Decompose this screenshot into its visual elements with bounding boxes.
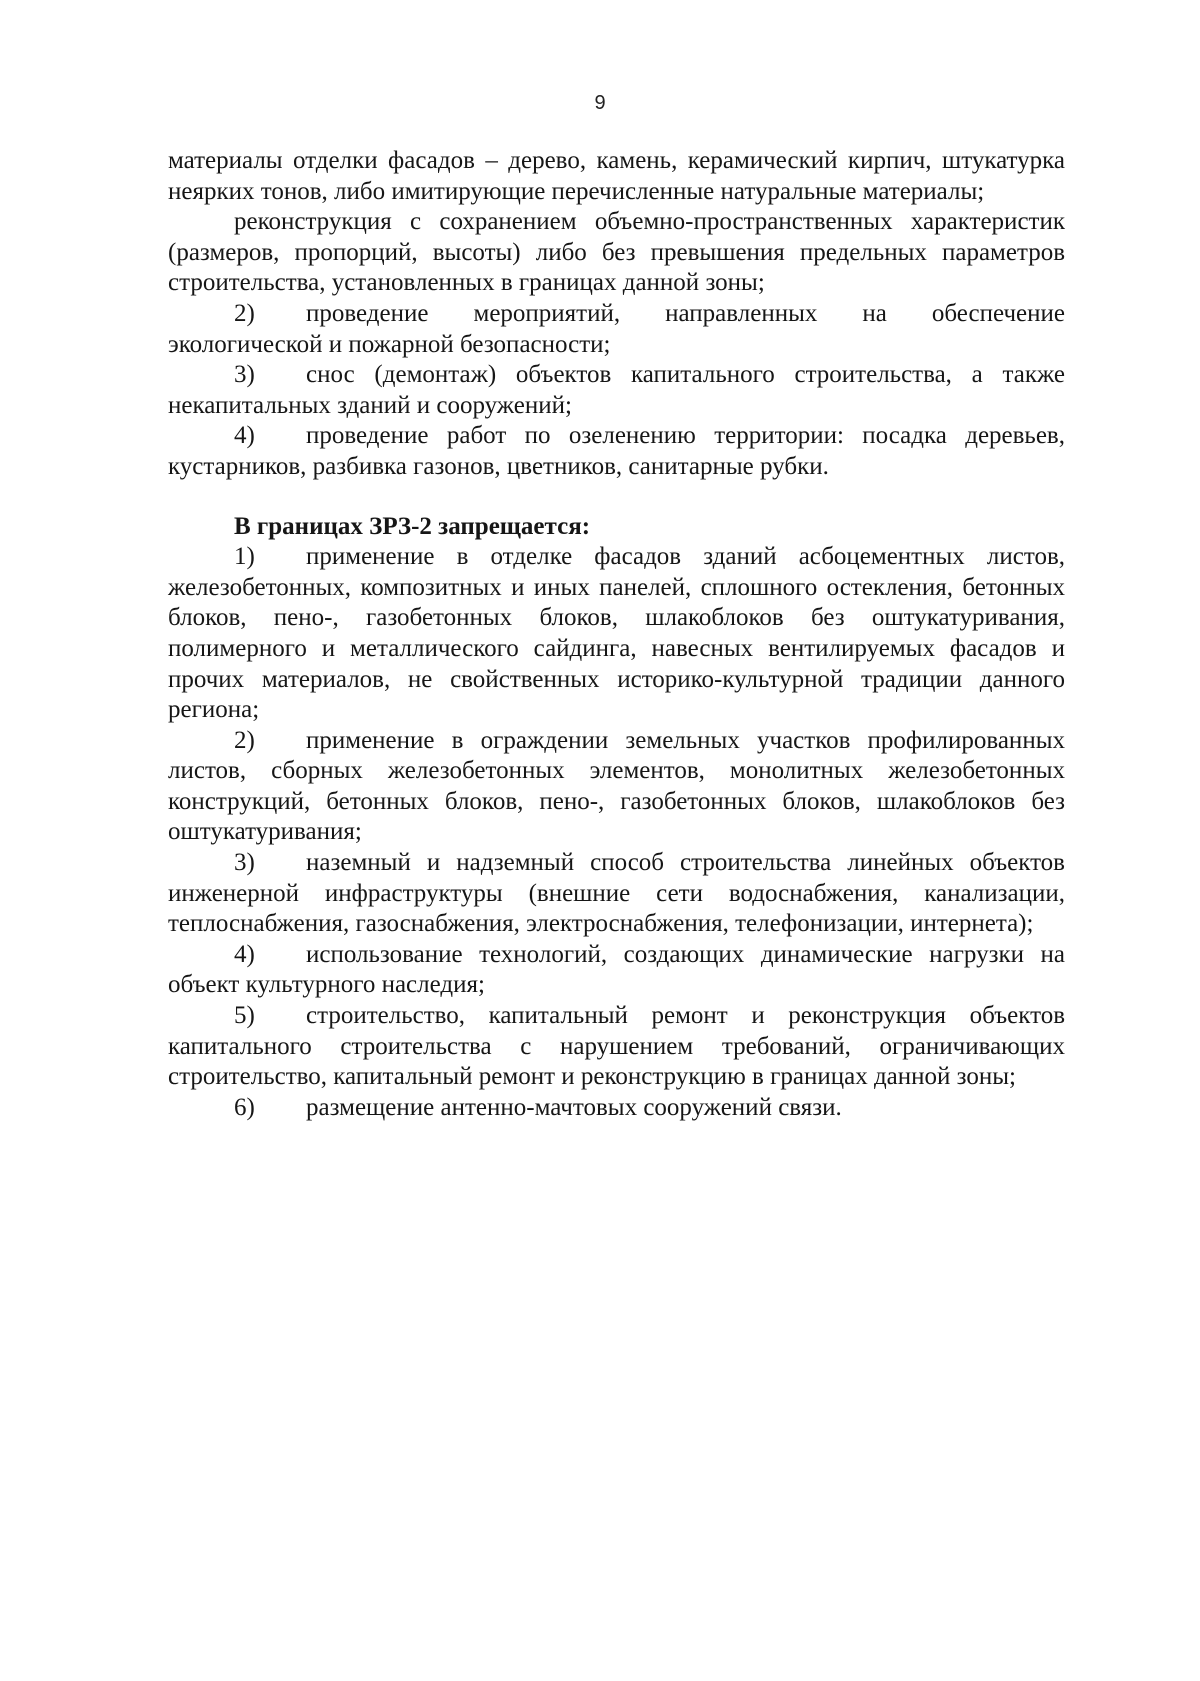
document-body bbox=[168, 146, 1065, 1123]
prohibited-item-1 bbox=[168, 542, 1065, 726]
item-text: проведение работ по озеленению территории: посадка деревьев, кустарников, разбивка газонов, цветников, санитарные рубки. bbox=[168, 422, 1065, 480]
item-number: 6) bbox=[234, 1093, 255, 1121]
page-number: 9 bbox=[594, 92, 606, 114]
item-number: 5) bbox=[234, 1002, 255, 1030]
item-text: строительство, капитальный ремонт и реконструкция объектов капитального строительства с нарушением требований, ограничивающих строительство, капитальный ремонт и реконструкцию в границах данной зоны; bbox=[168, 1002, 1065, 1091]
item-number: 2) bbox=[234, 299, 255, 327]
item-number: 1) bbox=[234, 543, 255, 571]
prohibited-item-4 bbox=[168, 940, 1065, 1001]
prohibited-item-2 bbox=[168, 726, 1065, 848]
prohibited-item-5 bbox=[168, 1001, 1065, 1093]
item-number: 3) bbox=[234, 361, 255, 389]
prohibited-item-3 bbox=[168, 848, 1065, 940]
allowed-item-4 bbox=[168, 421, 1065, 482]
allowed-item-2 bbox=[168, 299, 1065, 360]
intro-paragraph-2: реконструкция с сохранением объемно-пространственных характеристик (размеров, пропорций, высоты) либо без превышения предельных параметров строительства, установленных в границах данной зоны; bbox=[168, 208, 1065, 297]
item-number: 2) bbox=[234, 726, 255, 754]
allowed-item-3 bbox=[168, 360, 1065, 421]
item-number: 4) bbox=[234, 422, 255, 450]
prohibited-heading: В границах ЗРЗ-2 запрещается: bbox=[234, 512, 591, 540]
item-text: размещение антенно-мачтовых сооружений связи. bbox=[306, 1093, 842, 1121]
item-text: применение в ограждении земельных участков профилированных листов, сборных железобетонных элементов, монолитных железобетонных конструкций, бетонных блоков, пено-, газобетонных блоков, шлакоблоков без оштукатуривания; bbox=[168, 726, 1065, 846]
item-text: применение в отделке фасадов зданий асбоцементных листов, железобетонных, композитных и иных панелей, сплошного остекления, бетонных блоков, пено-, газобетонных блоков, шлакоблоков без оштукатуривания, полимерного и металлического сайдинга, навесных вентилируемых фасадов и прочих материалов, не свойственных историко-культурной традиции данного региона; bbox=[168, 543, 1065, 724]
intro-paragraph-1: материалы отделки фасадов – дерево, камень, керамический кирпич, штукатурка неярких тонов, либо имитирующие перечисленные натуральные материалы; bbox=[168, 147, 1065, 205]
item-text: наземный и надземный способ строительства линейных объектов инженерной инфраструктуры (внешние сети водоснабжения, канализации, теплоснабжения, газоснабжения, электроснабжения, телефонизации, интернета); bbox=[168, 849, 1065, 938]
item-text: снос (демонтаж) объектов капитального строительства, а также некапитальных зданий и сооружений; bbox=[168, 361, 1065, 419]
item-number: 4) bbox=[234, 940, 255, 968]
item-number: 3) bbox=[234, 849, 255, 877]
item-text: использование технологий, создающих динамические нагрузки на объект культурного наследия; bbox=[168, 940, 1065, 999]
prohibited-item-6 bbox=[168, 1093, 1065, 1124]
item-text: проведение мероприятий, направленных на обеспечение экологической и пожарной безопасности; bbox=[168, 299, 1065, 358]
